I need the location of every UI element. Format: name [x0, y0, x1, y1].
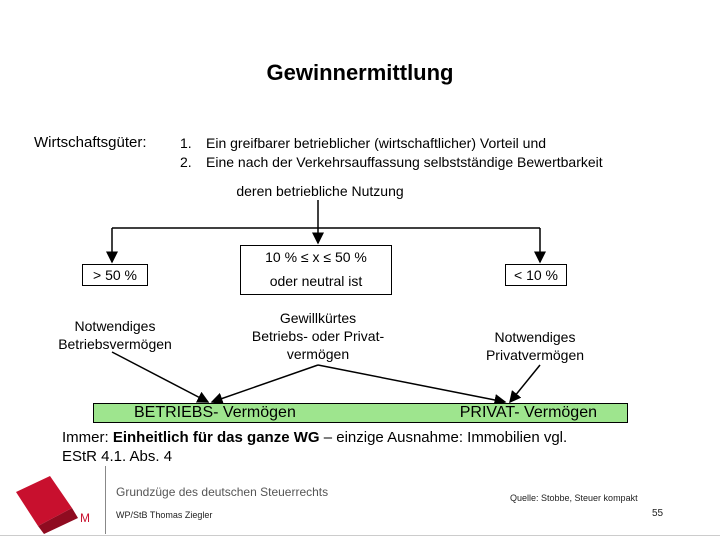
immer-bold: Einheitlich für das ganze WG — [112, 429, 320, 446]
box-10-to-50-line1: 10 % ≤ x ≤ 50 % — [265, 249, 367, 265]
wg-criterion-2-text: Eine nach der Verkehrsauffassung selbstständige Bewertbarkeit — [206, 154, 603, 170]
footer-course-title: Grundzüge des deutschen Steuerrechts — [116, 485, 329, 499]
footer-divider — [105, 466, 106, 534]
arrow-right-to-privat — [510, 365, 540, 402]
result-middle-line3: vermögen — [286, 346, 350, 362]
result-right-line1: Notwendiges — [494, 329, 576, 345]
logo-letter: M — [80, 511, 90, 525]
wg-criterion-1-number: 1. — [180, 135, 192, 151]
footer-bottom-rule — [0, 535, 720, 536]
result-left-line2: Betriebsvermögen — [58, 336, 172, 352]
wg-criterion-2-number: 2. — [180, 154, 192, 170]
box-under-10: < 10 % — [505, 264, 567, 286]
page-number: 55 — [652, 508, 664, 519]
footer-author: WP/StB Thomas Ziegler — [116, 510, 213, 520]
wg-criterion-1-text: Ein greifbarer betrieblicher (wirtschaftlicher) Vorteil und — [206, 135, 547, 151]
vermoegen-summary-box — [93, 403, 628, 423]
arrow-middle-to-privat — [318, 365, 505, 402]
result-right-line2: Privatvermögen — [485, 347, 585, 363]
result-notwendiges-betriebsvermoegen — [30, 317, 200, 353]
box-10-to-50-line2: oder neutral ist — [269, 273, 363, 289]
arrow-left-to-betriebs — [112, 352, 208, 402]
wg-criterion-1 — [180, 135, 546, 151]
betriebs-vermoegen-label: BETRIEBS- Vermögen — [134, 404, 296, 421]
box-10-to-50 — [240, 245, 392, 295]
box-over-50: > 50 % — [82, 264, 148, 286]
privat-vermoegen-label: PRIVAT- Vermögen — [459, 404, 597, 421]
footer-source: Quelle: Stobbe, Steuer kompakt — [510, 493, 638, 503]
result-middle-line2: Betriebs- oder Privat- — [251, 328, 385, 344]
nutzung-label: deren betriebliche Nutzung — [236, 183, 404, 199]
immer-line2: EStR 4.1. Abs. 4 — [62, 448, 173, 465]
immer-note — [62, 428, 622, 466]
result-gewillkuertes-vermoegen — [228, 309, 408, 363]
wirtschaftsgueter-label: Wirtschaftsgüter: — [34, 134, 147, 151]
immer-prefix: Immer: — [62, 429, 109, 446]
result-left-line1: Notwendiges — [74, 318, 156, 334]
page-title: Gewinnermittlung — [266, 60, 454, 85]
immer-rest: – einzige Ausnahme: Immobilien vgl. — [323, 429, 568, 446]
result-middle-line1: Gewillkürtes — [279, 310, 357, 326]
wg-criterion-2 — [180, 154, 603, 170]
result-notwendiges-privatvermoegen — [455, 328, 615, 364]
arrow-middle-to-betriebs — [212, 365, 318, 402]
